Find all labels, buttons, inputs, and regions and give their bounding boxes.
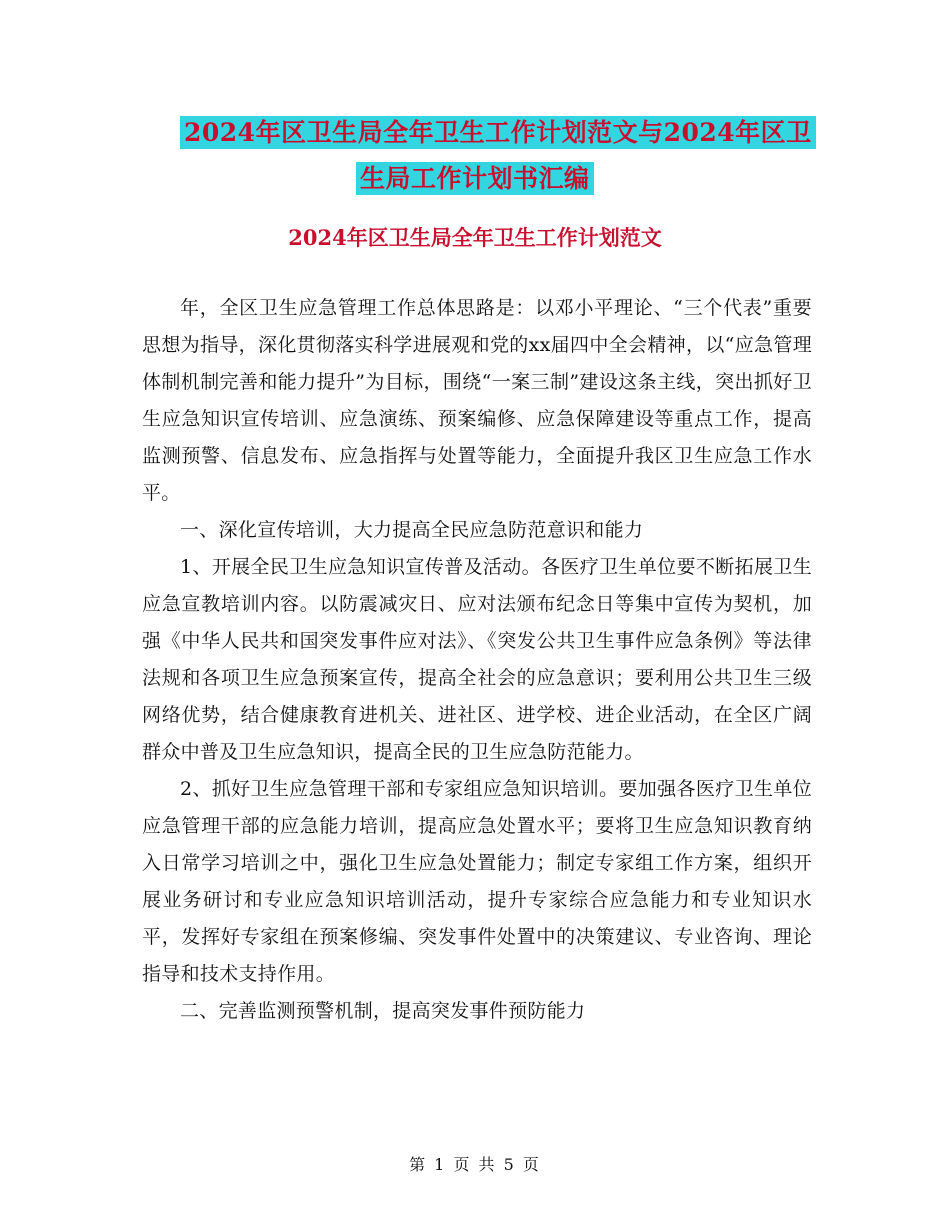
paragraph-item-2: 2、抓好卫生应急管理干部和专家组应急知识培训。要加强各医疗卫生单位应急管理干部的应急能力培训，提高应急处置水平；要将卫生应急知识教育纳入日常学习培训之中，强化卫生应急处置能力；制定专家组工作方案，组织开展业务研讨和专业应急知识培训活动，提升专家综合应急能力和专业知识水平，发挥好专家组在预案修编、突发事件处置中的决策建议、专业咨询、理论指导和技术支持作用。 <box>142 778 812 985</box>
heading-section-2: 二、完善监测预警机制，提高突发事件预防能力 <box>180 1000 586 1022</box>
paragraph-intro: 年，全区卫生应急管理工作总体思路是：以邓小平理论、“三个代表”重要思想为指导，深化贯彻落实科学进展观和党的xx届四中全会精神，以“应急管理体制机制完善和能力提升”为目标，围绕“一案三制”建设这条主线，突出抓好卫生应急知识宣传培训、应急演练、预案编修、应急保障建设等重点工作，提高监测预警、信息发布、应急指挥与处置等能力，全面提升我区卫生应急工作水平。 <box>142 297 812 504</box>
document-title-line1: 2024年区卫生局全年卫生工作计划范文与2024年区卫 <box>180 116 816 149</box>
document-title-line2: 生局工作计划书汇编 <box>356 162 594 195</box>
paragraph-item-1: 1、开展全民卫生应急知识宣传普及活动。各医疗卫生单位要不断拓展卫生应急宣教培训内容。以防震减灾日、应对法颁布纪念日等集中宣传为契机，加强《中华人民共和国突发事件应对法》、《突发公共卫生事件应急条例》等法律法规和各项卫生应急预案宣传，提高全社会的应急意识；要利用公共卫生三级网络优势，结合健康教育进机关、进社区、进学校、进企业活动，在全区广阔群众中普及卫生应急知识，提高全民的卫生应急防范能力。 <box>142 556 812 763</box>
section-title: 2024年区卫生局全年卫生工作计划范文 <box>288 225 662 250</box>
document-title <box>180 110 820 202</box>
page-number-footer: 第 1 页 共 5 页 <box>409 1155 541 1174</box>
heading-section-1: 一、深化宣传培训，大力提高全民应急防范意识和能力 <box>180 519 644 541</box>
document-body <box>142 290 812 1030</box>
